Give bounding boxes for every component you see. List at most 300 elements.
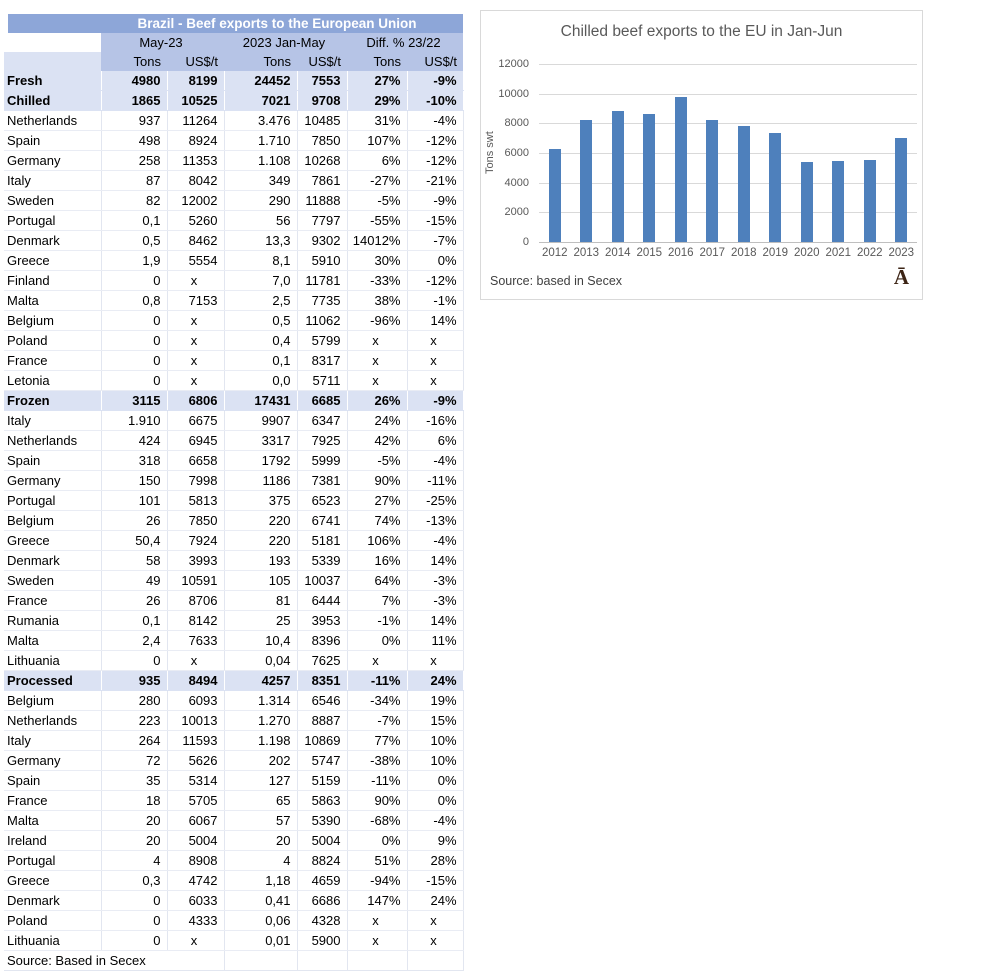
cell[interactable]: 0,06 [224,911,297,931]
cell[interactable]: 101 [101,491,167,511]
cell[interactable]: 8494 [167,671,224,691]
cell[interactable]: 8317 [297,351,347,371]
cell[interactable]: 9% [407,831,463,851]
cell[interactable]: 4980 [101,71,167,91]
cell[interactable]: x [407,931,463,951]
row-label[interactable]: Greece [4,531,101,551]
cell[interactable]: -9% [407,71,463,91]
cell[interactable]: 7850 [167,511,224,531]
cell[interactable]: x [407,351,463,371]
cell[interactable]: 4659 [297,871,347,891]
cell[interactable]: -4% [407,111,463,131]
cell[interactable]: 4328 [297,911,347,931]
row-label[interactable]: Spain [4,451,101,471]
cell[interactable]: 0% [407,251,463,271]
cell[interactable]: 7998 [167,471,224,491]
cell[interactable]: 349 [224,171,297,191]
cell[interactable]: 7% [347,591,407,611]
cell[interactable]: 38% [347,291,407,311]
cell[interactable]: 87 [101,171,167,191]
cell[interactable]: 9302 [297,231,347,251]
cell[interactable]: 24452 [224,71,297,91]
cell[interactable]: 5900 [297,931,347,951]
cell[interactable]: 6675 [167,411,224,431]
cell[interactable]: 1792 [224,451,297,471]
cell[interactable]: 11593 [167,731,224,751]
cell[interactable]: 0,3 [101,871,167,891]
row-label[interactable]: Rumania [4,611,101,631]
cell[interactable]: 24% [407,671,463,691]
cell[interactable]: 5181 [297,531,347,551]
row-label[interactable]: Italy [4,411,101,431]
cell[interactable]: -11% [407,471,463,491]
cell[interactable]: 10037 [297,571,347,591]
cell[interactable]: 8462 [167,231,224,251]
cell[interactable]: 16% [347,551,407,571]
cell[interactable]: 11781 [297,271,347,291]
cell[interactable]: 6444 [297,591,347,611]
cell[interactable]: 7861 [297,171,347,191]
cell[interactable]: 264 [101,731,167,751]
cell[interactable]: 223 [101,711,167,731]
cell[interactable]: -33% [347,271,407,291]
cell[interactable]: 82 [101,191,167,211]
row-label[interactable]: Italy [4,731,101,751]
cell[interactable]: 280 [101,691,167,711]
row-label[interactable]: Letonia [4,371,101,391]
cell[interactable]: 8042 [167,171,224,191]
bar[interactable] [706,120,718,242]
cell[interactable]: 935 [101,671,167,691]
cell[interactable]: 0 [101,351,167,371]
bar[interactable] [612,111,624,242]
cell[interactable]: 8,1 [224,251,297,271]
cell[interactable]: 20 [101,811,167,831]
row-label[interactable]: Malta [4,291,101,311]
cell[interactable]: 8396 [297,631,347,651]
cell[interactable]: 3953 [297,611,347,631]
cell[interactable]: -21% [407,171,463,191]
row-label[interactable]: Poland [4,911,101,931]
cell[interactable] [347,951,407,971]
row-label[interactable]: Denmark [4,891,101,911]
cell[interactable]: 6658 [167,451,224,471]
cell[interactable]: 5747 [297,751,347,771]
cell[interactable]: 50,4 [101,531,167,551]
cell[interactable]: 14% [407,311,463,331]
cell[interactable]: -12% [407,271,463,291]
cell[interactable]: 7625 [297,651,347,671]
cell[interactable]: -16% [407,411,463,431]
row-label[interactable]: Spain [4,771,101,791]
row-label[interactable]: Netherlands [4,711,101,731]
cell[interactable]: 35 [101,771,167,791]
cell[interactable]: 11% [407,631,463,651]
cell[interactable]: 4742 [167,871,224,891]
cell[interactable]: 6741 [297,511,347,531]
cell[interactable]: 7925 [297,431,347,451]
cell[interactable]: 5799 [297,331,347,351]
cell[interactable]: 49 [101,571,167,591]
cell[interactable]: 4333 [167,911,224,931]
cell[interactable]: 0% [407,791,463,811]
row-label[interactable]: Lithuania [4,931,101,951]
cell[interactable]: 27% [347,71,407,91]
cell[interactable]: 11264 [167,111,224,131]
cell[interactable]: 90% [347,471,407,491]
cell[interactable]: 81 [224,591,297,611]
cell[interactable]: 77% [347,731,407,751]
row-label[interactable]: Denmark [4,231,101,251]
cell[interactable]: 10013 [167,711,224,731]
row-label[interactable]: Poland [4,331,101,351]
row-label[interactable]: Sweden [4,191,101,211]
cell[interactable]: 1,18 [224,871,297,891]
cell[interactable]: 6546 [297,691,347,711]
cell[interactable]: 4 [224,851,297,871]
cell[interactable]: 58 [101,551,167,571]
cell[interactable]: 0 [101,651,167,671]
cell[interactable]: 0 [101,911,167,931]
cell[interactable]: 5863 [297,791,347,811]
cell[interactable]: 8887 [297,711,347,731]
cell[interactable]: x [407,651,463,671]
cell[interactable]: 9708 [297,91,347,111]
row-label[interactable]: Portugal [4,491,101,511]
cell[interactable]: 8924 [167,131,224,151]
cell[interactable]: -5% [347,191,407,211]
cell[interactable]: 6093 [167,691,224,711]
cell[interactable]: 150 [101,471,167,491]
cell[interactable]: -4% [407,811,463,831]
cell[interactable]: 5004 [297,831,347,851]
cell[interactable]: 3317 [224,431,297,451]
cell[interactable]: 375 [224,491,297,511]
cell[interactable]: 1.314 [224,691,297,711]
cell[interactable]: 106% [347,531,407,551]
bar[interactable] [643,114,655,242]
cell[interactable]: 7553 [297,71,347,91]
cell[interactable]: x [167,371,224,391]
cell[interactable]: x [167,651,224,671]
cell[interactable]: 5813 [167,491,224,511]
cell[interactable]: 42% [347,431,407,451]
row-label[interactable]: Portugal [4,851,101,871]
cell[interactable]: 0% [407,771,463,791]
cell[interactable]: -55% [347,211,407,231]
cell[interactable]: 5711 [297,371,347,391]
row-label[interactable]: Netherlands [4,431,101,451]
cell[interactable]: 5910 [297,251,347,271]
cell[interactable]: 26% [347,391,407,411]
cell[interactable]: 0,1 [101,611,167,631]
cell[interactable]: 11062 [297,311,347,331]
row-label[interactable]: Finland [4,271,101,291]
row-label[interactable]: Germany [4,751,101,771]
row-label[interactable]: France [4,791,101,811]
cell[interactable]: -3% [407,571,463,591]
cell[interactable]: x [167,271,224,291]
cell[interactable]: 0,0 [224,371,297,391]
cell[interactable]: 290 [224,191,297,211]
cell[interactable]: 0,1 [224,351,297,371]
bar[interactable] [864,160,876,242]
cell[interactable]: 17431 [224,391,297,411]
cell[interactable]: -15% [407,871,463,891]
cell[interactable]: 14012% [347,231,407,251]
cell[interactable]: 1.108 [224,151,297,171]
cell[interactable]: 107% [347,131,407,151]
row-label[interactable]: Chilled [4,91,101,111]
cell[interactable]: -7% [407,231,463,251]
cell[interactable]: 27% [347,491,407,511]
bar[interactable] [580,120,592,242]
bar[interactable] [769,133,781,242]
cell[interactable]: 1.270 [224,711,297,731]
cell[interactable]: 6945 [167,431,224,451]
cell[interactable]: 7633 [167,631,224,651]
cell[interactable]: 15% [407,711,463,731]
cell[interactable]: 2,4 [101,631,167,651]
cell[interactable]: 6033 [167,891,224,911]
cell[interactable]: 13,3 [224,231,297,251]
row-label[interactable]: France [4,591,101,611]
cell[interactable]: 10,4 [224,631,297,651]
row-label[interactable]: France [4,351,101,371]
cell[interactable]: 10% [407,731,463,751]
cell[interactable]: 10% [407,751,463,771]
cell[interactable]: 5626 [167,751,224,771]
cell[interactable]: 14% [407,551,463,571]
row-label[interactable]: Lithuania [4,651,101,671]
cell[interactable] [297,951,347,971]
cell[interactable]: -9% [407,391,463,411]
row-label[interactable]: Netherlands [4,111,101,131]
cell[interactable]: 0 [101,331,167,351]
chart-panel[interactable] [480,10,923,300]
cell[interactable]: 12002 [167,191,224,211]
cell[interactable]: 5999 [297,451,347,471]
cell[interactable]: 3115 [101,391,167,411]
cell[interactable]: 64% [347,571,407,591]
cell[interactable]: 202 [224,751,297,771]
cell[interactable]: 0% [347,631,407,651]
cell[interactable]: 10525 [167,91,224,111]
row-label[interactable]: Germany [4,471,101,491]
cell[interactable]: 25 [224,611,297,631]
cell[interactable]: -1% [347,611,407,631]
cell[interactable]: 0,4 [224,331,297,351]
cell[interactable] [224,951,297,971]
cell[interactable]: 7924 [167,531,224,551]
cell[interactable]: 0,04 [224,651,297,671]
cell[interactable]: -1% [407,291,463,311]
cell[interactable]: 26 [101,591,167,611]
bar[interactable] [738,126,750,242]
cell[interactable]: 0 [101,311,167,331]
cell[interactable]: 5390 [297,811,347,831]
cell[interactable]: 0% [347,831,407,851]
row-label[interactable]: Processed [4,671,101,691]
cell[interactable]: 31% [347,111,407,131]
cell[interactable]: -25% [407,491,463,511]
cell[interactable]: 11353 [167,151,224,171]
cell[interactable]: 26 [101,511,167,531]
cell[interactable]: -11% [347,671,407,691]
row-label[interactable]: Greece [4,871,101,891]
cell[interactable]: 7153 [167,291,224,311]
cell[interactable] [407,951,463,971]
cell[interactable]: x [167,311,224,331]
cell[interactable]: 0,8 [101,291,167,311]
row-label[interactable]: Frozen [4,391,101,411]
cell[interactable]: -10% [407,91,463,111]
row-label[interactable]: Belgium [4,691,101,711]
cell[interactable]: x [167,351,224,371]
row-label[interactable]: Germany [4,151,101,171]
cell[interactable]: 105 [224,571,297,591]
cell[interactable]: 424 [101,431,167,451]
cell[interactable]: -94% [347,871,407,891]
cell[interactable]: 8824 [297,851,347,871]
cell[interactable]: -12% [407,151,463,171]
cell[interactable]: -12% [407,131,463,151]
cell[interactable]: 5159 [297,771,347,791]
cell[interactable]: 7021 [224,91,297,111]
cell[interactable]: -34% [347,691,407,711]
cell[interactable]: 19% [407,691,463,711]
cell[interactable]: -3% [407,591,463,611]
cell[interactable]: 8351 [297,671,347,691]
cell[interactable]: -7% [347,711,407,731]
cell[interactable]: 220 [224,531,297,551]
cell[interactable]: 14% [407,611,463,631]
cell[interactable]: -11% [347,771,407,791]
cell[interactable]: 498 [101,131,167,151]
row-label[interactable]: Spain [4,131,101,151]
cell[interactable]: x [167,331,224,351]
cell[interactable]: 24% [347,411,407,431]
cell[interactable]: 5314 [167,771,224,791]
row-label[interactable]: Italy [4,171,101,191]
cell[interactable]: 4 [101,851,167,871]
row-label[interactable]: Fresh [4,71,101,91]
cell[interactable]: 28% [407,851,463,871]
cell[interactable]: 65 [224,791,297,811]
cell[interactable]: 6685 [297,391,347,411]
cell[interactable]: x [167,931,224,951]
cell[interactable]: 8706 [167,591,224,611]
cell[interactable]: -96% [347,311,407,331]
cell[interactable]: 3.476 [224,111,297,131]
cell[interactable]: 5260 [167,211,224,231]
cell[interactable]: 8908 [167,851,224,871]
cell[interactable]: 20 [101,831,167,851]
cell[interactable]: 937 [101,111,167,131]
cell[interactable]: 6686 [297,891,347,911]
cell[interactable]: -13% [407,511,463,531]
cell[interactable]: 127 [224,771,297,791]
cell[interactable]: 7735 [297,291,347,311]
cell[interactable]: 18 [101,791,167,811]
cell[interactable]: 5004 [167,831,224,851]
cell[interactable]: x [407,911,463,931]
cell[interactable]: 7797 [297,211,347,231]
cell[interactable]: 0,5 [224,311,297,331]
row-label[interactable]: Sweden [4,571,101,591]
cell[interactable]: -9% [407,191,463,211]
cell[interactable] [167,951,224,971]
cell[interactable]: x [347,911,407,931]
cell[interactable]: 193 [224,551,297,571]
cell[interactable]: 6067 [167,811,224,831]
cell[interactable]: 1.198 [224,731,297,751]
cell[interactable]: -68% [347,811,407,831]
cell[interactable]: 30% [347,251,407,271]
cell[interactable]: 5339 [297,551,347,571]
cell[interactable]: 90% [347,791,407,811]
cell[interactable]: 1,9 [101,251,167,271]
cell[interactable]: 0,41 [224,891,297,911]
cell[interactable]: 5554 [167,251,224,271]
cell[interactable]: 10591 [167,571,224,591]
cell[interactable]: 0,1 [101,211,167,231]
cell[interactable]: 7,0 [224,271,297,291]
cell[interactable]: 0,5 [101,231,167,251]
cell[interactable]: x [347,931,407,951]
cell[interactable]: 11888 [297,191,347,211]
row-label[interactable]: Portugal [4,211,101,231]
cell[interactable]: -15% [407,211,463,231]
bar[interactable] [801,162,813,242]
cell[interactable]: 0 [101,891,167,911]
cell[interactable]: x [407,331,463,351]
cell[interactable]: 72 [101,751,167,771]
row-label[interactable]: Greece [4,251,101,271]
cell[interactable]: 57 [224,811,297,831]
cell[interactable]: 3993 [167,551,224,571]
bar[interactable] [895,138,907,242]
cell[interactable]: x [347,331,407,351]
cell[interactable]: 10268 [297,151,347,171]
cell[interactable]: 1865 [101,91,167,111]
cell[interactable]: 0 [101,931,167,951]
cell[interactable]: 4257 [224,671,297,691]
cell[interactable]: 7850 [297,131,347,151]
cell[interactable]: 8142 [167,611,224,631]
cell[interactable]: -5% [347,451,407,471]
bar[interactable] [832,161,844,242]
row-label[interactable]: Ireland [4,831,101,851]
cell[interactable]: 74% [347,511,407,531]
cell[interactable]: 1.710 [224,131,297,151]
row-label[interactable]: Malta [4,811,101,831]
cell[interactable]: 51% [347,851,407,871]
cell[interactable]: 10485 [297,111,347,131]
cell[interactable]: 220 [224,511,297,531]
cell[interactable]: 29% [347,91,407,111]
cell[interactable]: 0,01 [224,931,297,951]
cell[interactable]: 2,5 [224,291,297,311]
cell[interactable]: 7381 [297,471,347,491]
row-label[interactable]: Denmark [4,551,101,571]
cell[interactable]: 0 [101,371,167,391]
cell[interactable]: 8199 [167,71,224,91]
cell[interactable]: 24% [407,891,463,911]
cell[interactable]: 258 [101,151,167,171]
row-label[interactable]: Belgium [4,511,101,531]
cell[interactable]: 1186 [224,471,297,491]
